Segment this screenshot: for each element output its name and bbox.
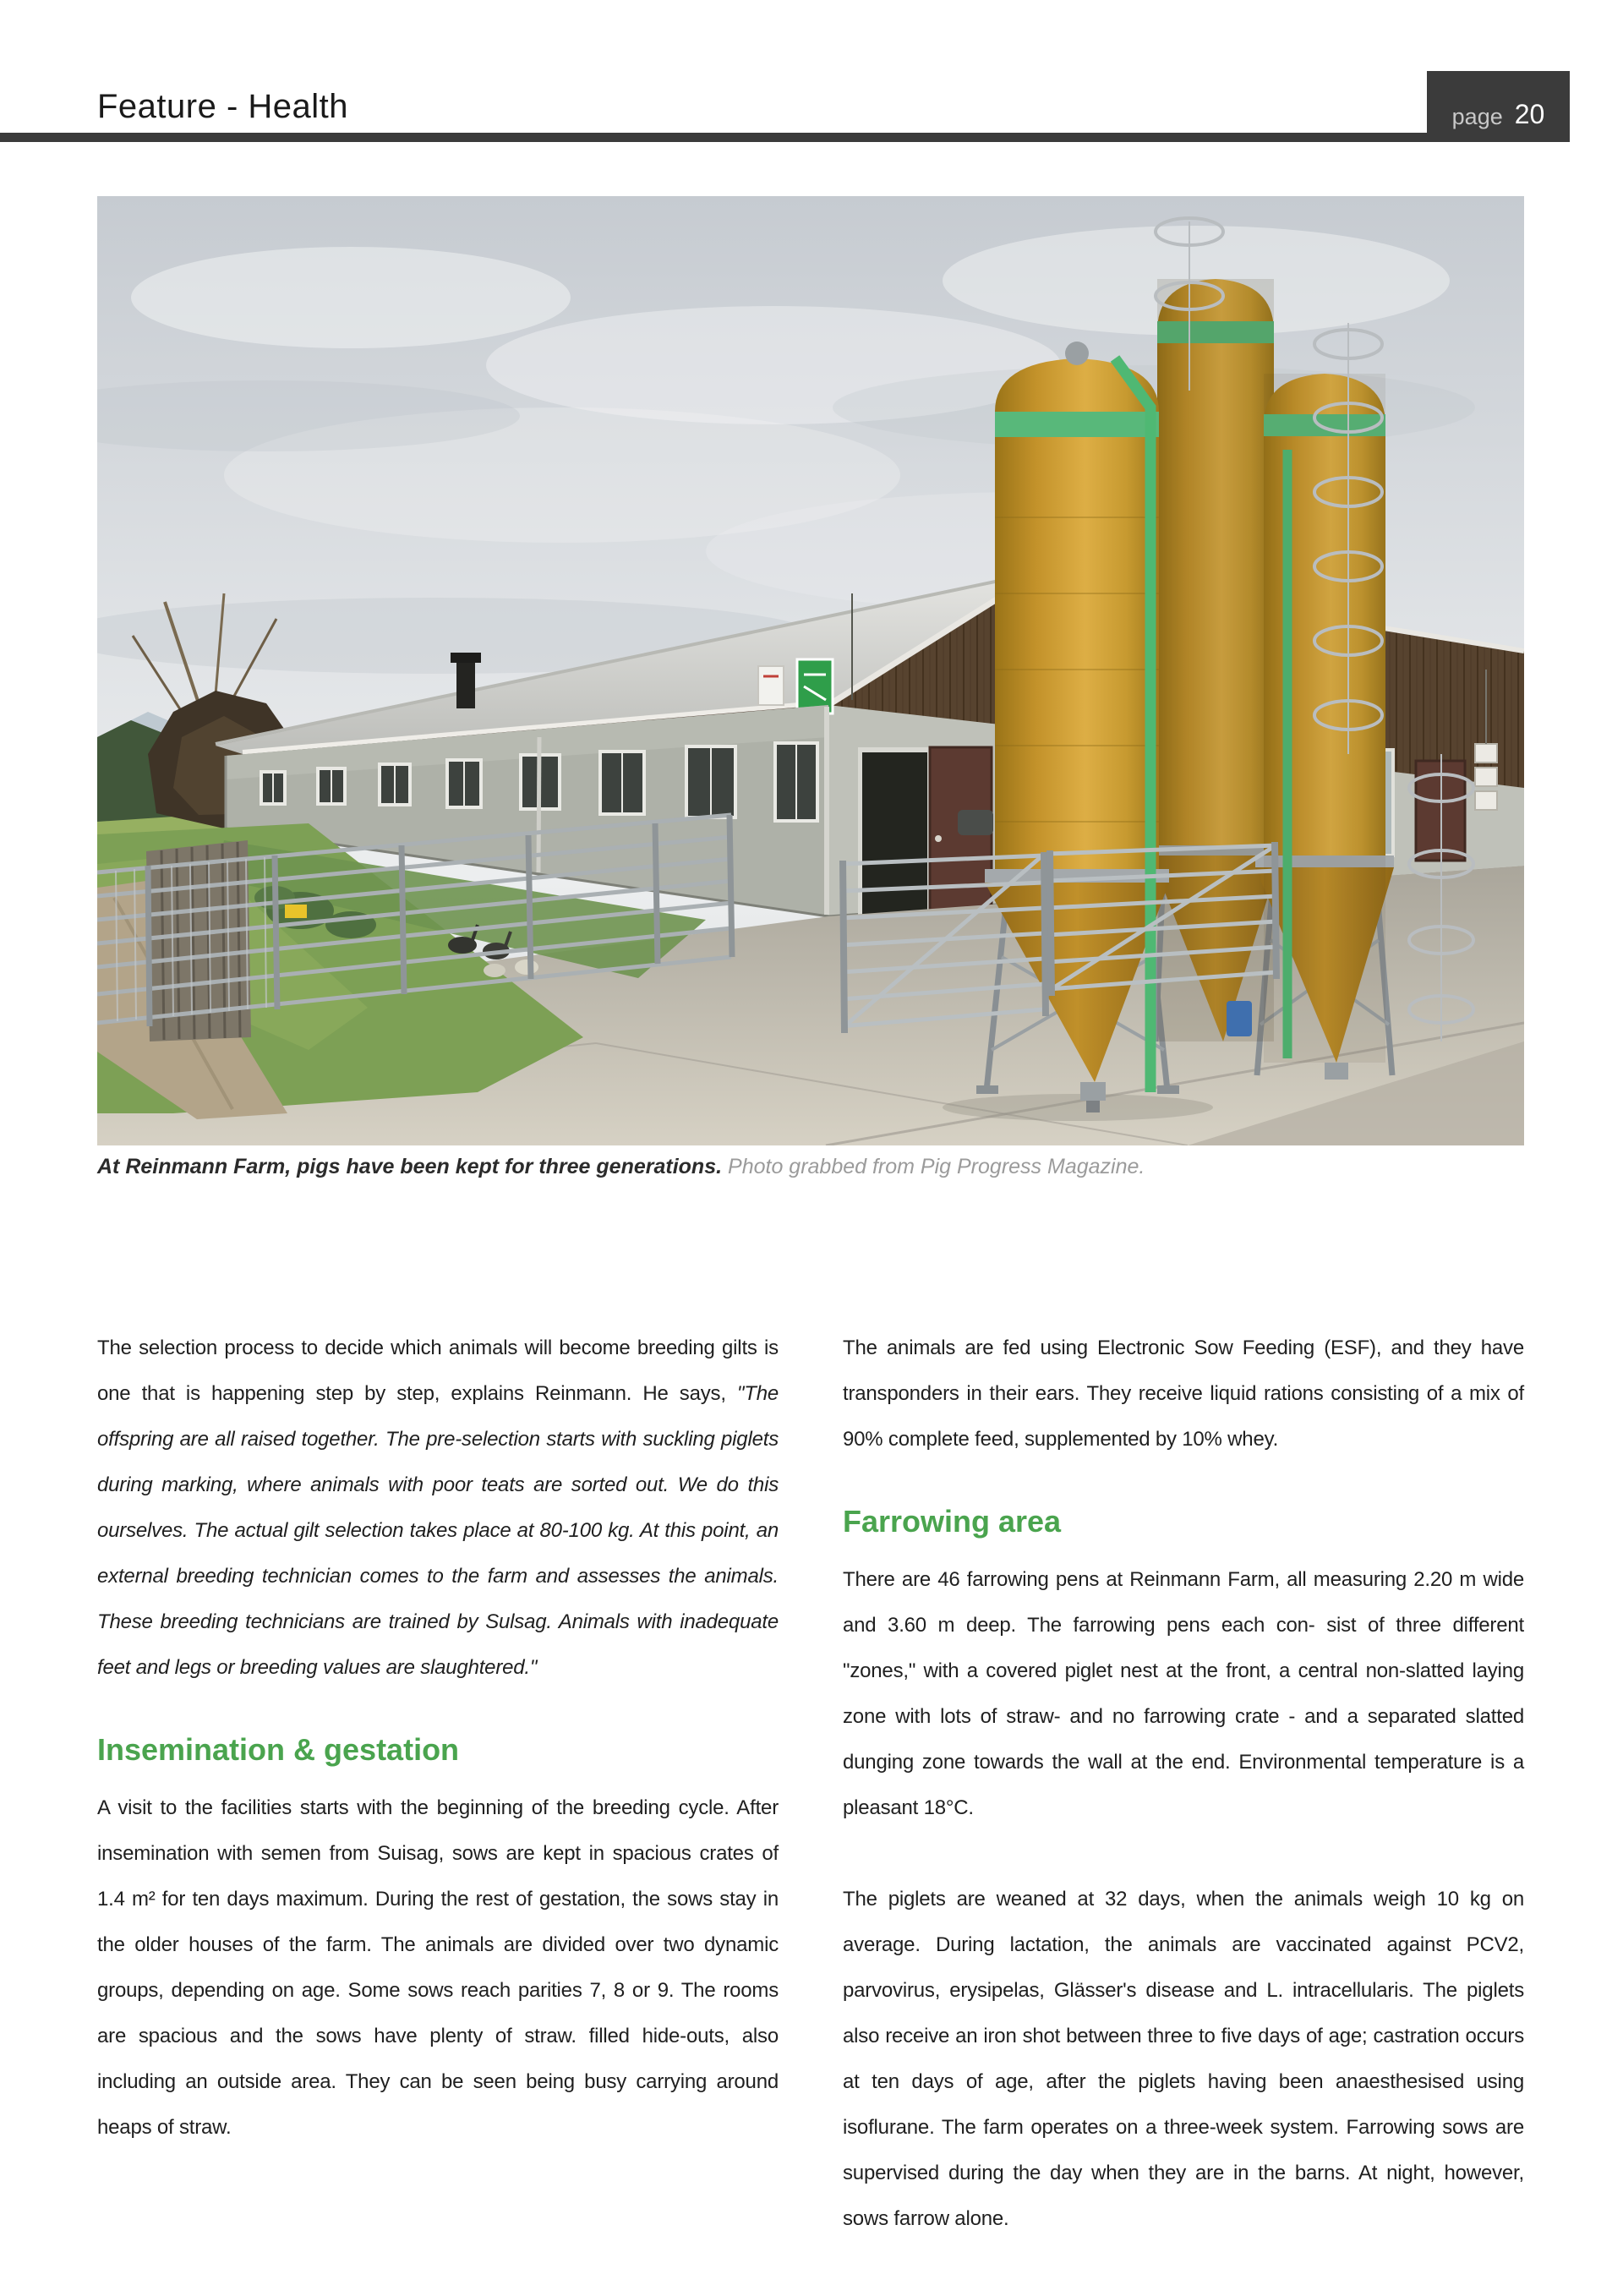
photo-caption bbox=[97, 1155, 1524, 1179]
farm-photo-illustration bbox=[97, 196, 1524, 1145]
paragraph-farrowing-pens: There are 46 farrowing pens at Reinmann Farm, all measuring 2.20 m wide and 3.60 m deep. The farrowing pens each con- sist of three different "zones," with a covered piglet nest at the front, a central non-slatted laying zone with lots of straw- and no farrowing crate - and a separated slatted dunging zone towards the wall at the end. Environmental temperature is a pleasant 18°C. bbox=[843, 1568, 1524, 1819]
paragraph-lead-text: The selection process to decide which animals will become breeding gilts is one that is happening step by step, explains Reinmann. He says, bbox=[97, 1337, 779, 1405]
paragraph-gestation: A visit to the facilities starts with the beginning of the breeding cycle. After insemination with semen from Suisag, sows are kept in spacious crates of 1.4 m² for ten days maximum. During the rest of gestation, the sows stay in the older houses of the farm. The animals are divided over two dynamic groups, depending on age. Some sows reach parities 7, 8 or 9. The rooms are spacious and the sows have plenty of straw. filled hide-outs, also including an outside area. They can be seen being busy carrying around heaps of straw. bbox=[97, 1796, 779, 2139]
heading-insemination-gestation: Insemination & gestation bbox=[97, 1732, 460, 1767]
page-number: 20 bbox=[1514, 99, 1545, 129]
paragraph-feeding: The animals are fed using Electronic Sow Feeding (ESF), and they have transponders in their ears. They receive liquid rations consisting of a mix of 90% complete feed, supplemented by 10% whey. bbox=[843, 1337, 1524, 1451]
article-column-left bbox=[97, 1326, 779, 2151]
article-column-right bbox=[843, 1326, 1524, 2242]
heading-farrowing-area: Farrowing area bbox=[843, 1504, 1062, 1539]
paragraph-piglets-weaning: The piglets are weaned at 32 days, when the animals weigh 10 kg on average. During lactation, the animals are vaccinated against PCV2, parvovirus, erysipelas, Glässer's disease and L. intracellularis. The piglets also receive an iron shot between three to five days of age; castration occurs at ten days of age, after the piglets having been anaesthesised using isoflurane. The farm operates on a three-week system. Farrowing sows are supervised during the day when they are in the barns. At night, however, sows farrow alone. bbox=[843, 1888, 1524, 2230]
caption-credit: Photo grabbed from Pig Progress Magazine. bbox=[728, 1155, 1145, 1178]
section-title: Feature - Health bbox=[97, 88, 349, 125]
paragraph-selection-process bbox=[97, 1326, 779, 1691]
paragraph-quote-text: "The offspring are all raised together. The pre-selection starts with suckling piglets during marking, where animals with poor teats are sorted out. We do this ourselves. The actual gilt selection takes place at 80-100 kg. At this point, an external breeding technician comes to the farm and assesses the animals. These breeding technicians are trained by Sulsag. Animals with inadequate feet and legs or breeding values are slaughtered." bbox=[97, 1382, 779, 1679]
page-word: page bbox=[1451, 104, 1503, 129]
farm-photo bbox=[97, 196, 1524, 1145]
header-rule-bar bbox=[0, 133, 1570, 142]
page-number-badge bbox=[1427, 71, 1570, 142]
caption-text: At Reinmann Farm, pigs have been kept for three generations. bbox=[97, 1155, 723, 1178]
